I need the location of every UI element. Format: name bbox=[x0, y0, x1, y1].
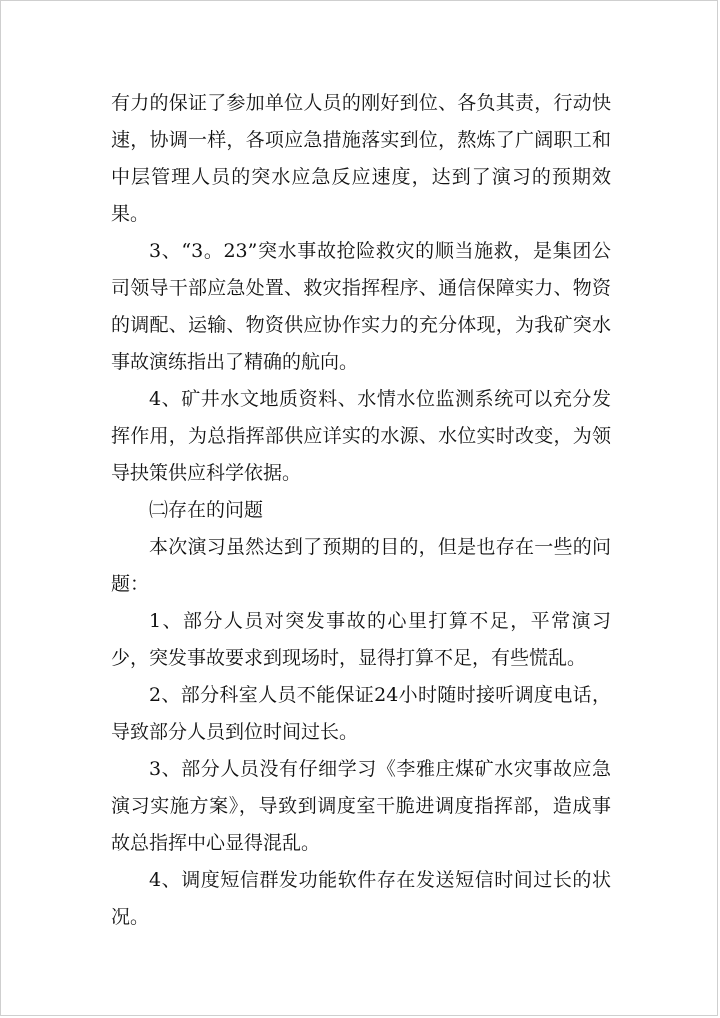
paragraph-7: 2、部分科室人员不能保证24小时随时接听调度电话，导致部分人员到位时间过长。 bbox=[111, 684, 611, 743]
paragraph-3: 4、矿井水文地质资料、水情水位监测系统可以充分发挥作用，为总指挥部供应详实的水源、水位实时改变，为领导抉策供应科学依据。 bbox=[111, 388, 611, 484]
paragraph-2: 3、“3。23”突水事故抢险救灾的顺当施救，是集团公司领导干部应急处置、救灾指挥程序、通信保障实力、物资的调配、运输、物资供应协作实力的充分体现，为我矿突水事故演练指出了精确的航向。 bbox=[111, 240, 611, 373]
paragraph-6: 1、部分人员对突发事故的心里打算不足，平常演习少，突发事故要求到现场时，显得打算不足，有些慌乱。 bbox=[111, 610, 611, 669]
paragraph-1: 有力的保证了参加单位人员的刚好到位、各负其责，行动快速，协调一样，各项应急措施落实到位，熬炼了广阔职工和中层管理人员的突水应急反应速度，达到了演习的预期效果。 bbox=[111, 92, 611, 225]
document-body bbox=[111, 85, 611, 936]
paragraph-5: 本次演习虽然达到了预期的目的，但是也存在一些的问题： bbox=[111, 536, 611, 595]
section-heading: ㈡存在的问题 bbox=[149, 499, 264, 521]
paragraph-9: 4、调度短信群发功能软件存在发送短信时间过长的状况。 bbox=[111, 869, 611, 928]
paragraph-8: 3、部分人员没有仔细学习《李雅庄煤矿水灾事故应急演习实施方案》，导致到调度室干脆进调度指挥部，造成事故总指挥中心显得混乱。 bbox=[111, 758, 611, 854]
